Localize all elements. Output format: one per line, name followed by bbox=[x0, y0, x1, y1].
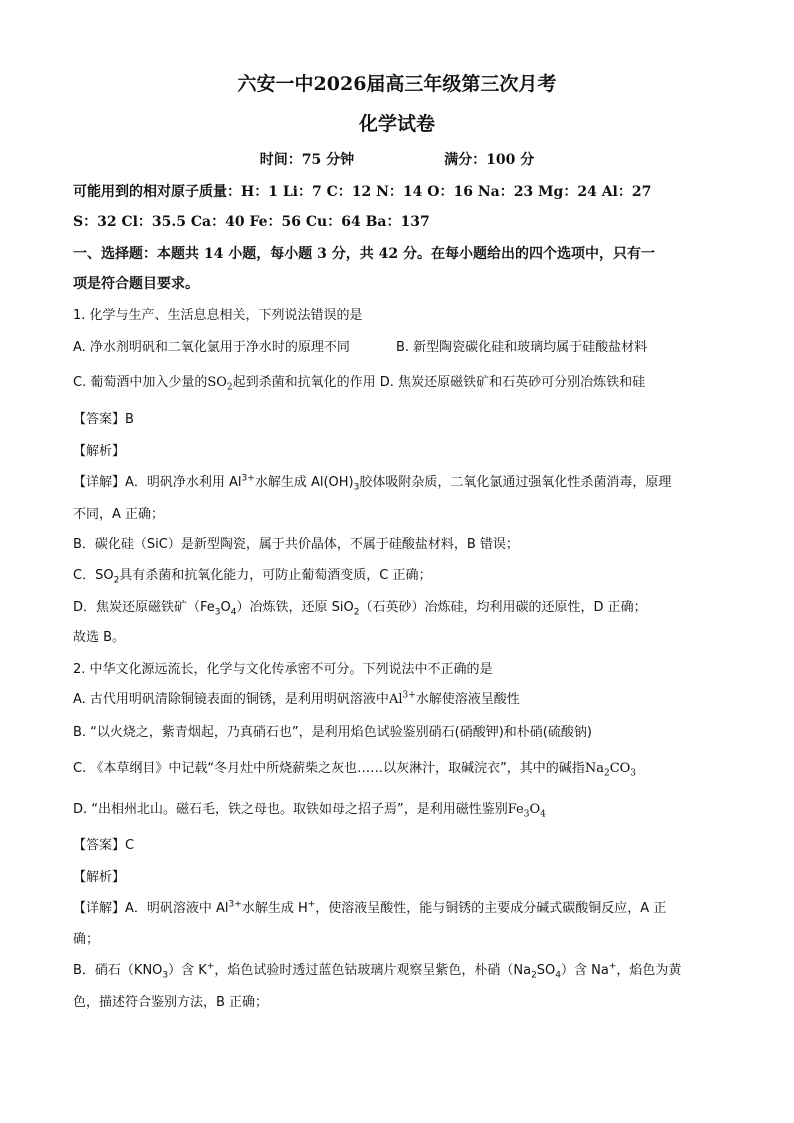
q1-detail-line-2: 不同，A 正确； bbox=[73, 507, 165, 522]
answer-tag: 【答案】 bbox=[73, 412, 126, 427]
answer-value: B bbox=[125, 412, 134, 427]
q2-detail-line-3: B．硝石$(KNO_3)$含 K+，焰色试验时透过蓝色钴玻璃片观察呈紫色，朴硝$(Na_2SO_4)$含 Na+，焰色为黄 bbox=[73, 961, 682, 981]
q1-option-c-text: C. 葡萄酒中加入少量的 bbox=[73, 375, 208, 390]
q1-detail-line-1: 【详解】A．明矾净水利用 $Al^{3+}$水解生成 $Al(OH)_3$胶体吸附杂质，二氧化氯通过强氧化性杀菌消毒，原理 bbox=[73, 473, 672, 493]
q1-options-cd bbox=[73, 373, 721, 393]
school-title: 六安一中2026届高三年级第三次月考 bbox=[237, 73, 557, 95]
q2-option-c: C. 《本草纲目》中记载“冬月灶中所烧薪柴之灰也……以灰淋汁，取碱浣衣”，其中的碱指$Na_2CO_3$ bbox=[73, 761, 637, 779]
na2co3-formula: $Na_2CO_3$ bbox=[584, 761, 637, 779]
q2-answer bbox=[73, 836, 721, 856]
answer-value: C bbox=[125, 838, 135, 853]
q1-detail-line-6: 故选 B。 bbox=[73, 630, 126, 645]
q1-option-c-d-text: 起到杀菌和抗氧化的作用 D. 焦炭还原磁铁矿和石英砂可分别冶炼铁和硅 bbox=[232, 375, 646, 390]
q2-analysis-tag: 【解析】 bbox=[73, 870, 126, 885]
q2-detail-line-2: 确； bbox=[73, 932, 100, 947]
atomic-mass-line-2: S：32 Cl：35.5 Ca：40 Fe：56 Cu：64 Ba：137 bbox=[73, 214, 430, 230]
section-heading-line-1: 一、选择题：本题共 14 小题，每小题 3 分，共 42 分。在每小题给出的四个选项中，只有一 bbox=[73, 246, 655, 262]
q1-detail-line-3: B．碳化硅（SiC）是新型陶瓷，属于共价晶体，不属于硅酸盐材料，B 错误； bbox=[73, 537, 519, 552]
section-heading-line-2: 项是符合题目要求。 bbox=[73, 276, 199, 292]
q2-stem: 2. 中华文化源远流长，化学与文化传承密不可分。下列说法中不正确的是 bbox=[73, 662, 493, 677]
detail-tag: 【详解】 bbox=[73, 475, 126, 490]
q1-option-b: B. 新型陶瓷碳化硅和玻璃均属于硅酸盐材料 bbox=[396, 340, 648, 355]
q2-option-a: A. 古代用明矾清除铜镜表面的铜锈，是利用明矾溶液中$Al^{3+}$水解使溶液呈酸性 bbox=[73, 690, 520, 707]
q1-option-a: A. 净水剂明矾和二氧化氯用于净水时的原理不同 bbox=[73, 340, 350, 355]
atomic-mass-line-1: 可能用到的相对原子质量：H：1 Li：7 C：12 N：14 O：16 Na：23 Mg：24 Al：27 bbox=[73, 184, 652, 200]
score-label: 满分：100 分 bbox=[444, 152, 535, 168]
q1-detail-line-5: D．焦炭还原磁铁矿$(Fe_3O_4)$冶炼铁，还原 SiO$_2$（石英砂）冶炼硅，均利用碳的还原性，D 正确； bbox=[73, 600, 647, 618]
q1-options-ab bbox=[73, 338, 721, 358]
q2-option-b: B. “以火烧之，紫青烟起，乃真硝石也”，是利用焰色试验鉴别硝石(硝酸钾)和朴硝(硫酸钠) bbox=[73, 725, 592, 740]
q1-analysis-tag: 【解析】 bbox=[73, 444, 126, 459]
answer-tag: 【答案】 bbox=[73, 838, 126, 853]
q1-answer bbox=[73, 410, 721, 430]
q2-detail-line-1: 【详解】A．明矾溶液中 $Al^{3+}$水解生成 H+，使溶液呈酸性，能与铜锈的主要成分碱式碳酸铜反应，A 正 bbox=[73, 899, 667, 916]
q1-stem: 1. 化学与生产、生活息息相关，下列说法错误的是 bbox=[73, 308, 363, 323]
q2-detail-line-4: 色，描述符合鉴别方法，B 正确； bbox=[73, 995, 269, 1010]
detail-tag: 【详解】 bbox=[73, 901, 126, 916]
subject-title: 化学试卷 bbox=[358, 113, 435, 135]
time-label: 时间：75 分钟 bbox=[259, 152, 355, 168]
fe3o4-formula: $Fe_3O_4$ bbox=[507, 802, 546, 820]
so2-formula: $SO_2$ bbox=[207, 375, 233, 393]
q2-option-d: D. “出相州北山。磁石毛，铁之母也。取铁如母之招子焉”，是利用磁性鉴别$Fe_3O_4$ bbox=[73, 802, 546, 820]
q1-detail-line-4: C．$SO_2$具有杀菌和抗氧化能力，可防止葡萄酒变质，C 正确； bbox=[73, 568, 432, 586]
exam-meta bbox=[0, 150, 794, 170]
